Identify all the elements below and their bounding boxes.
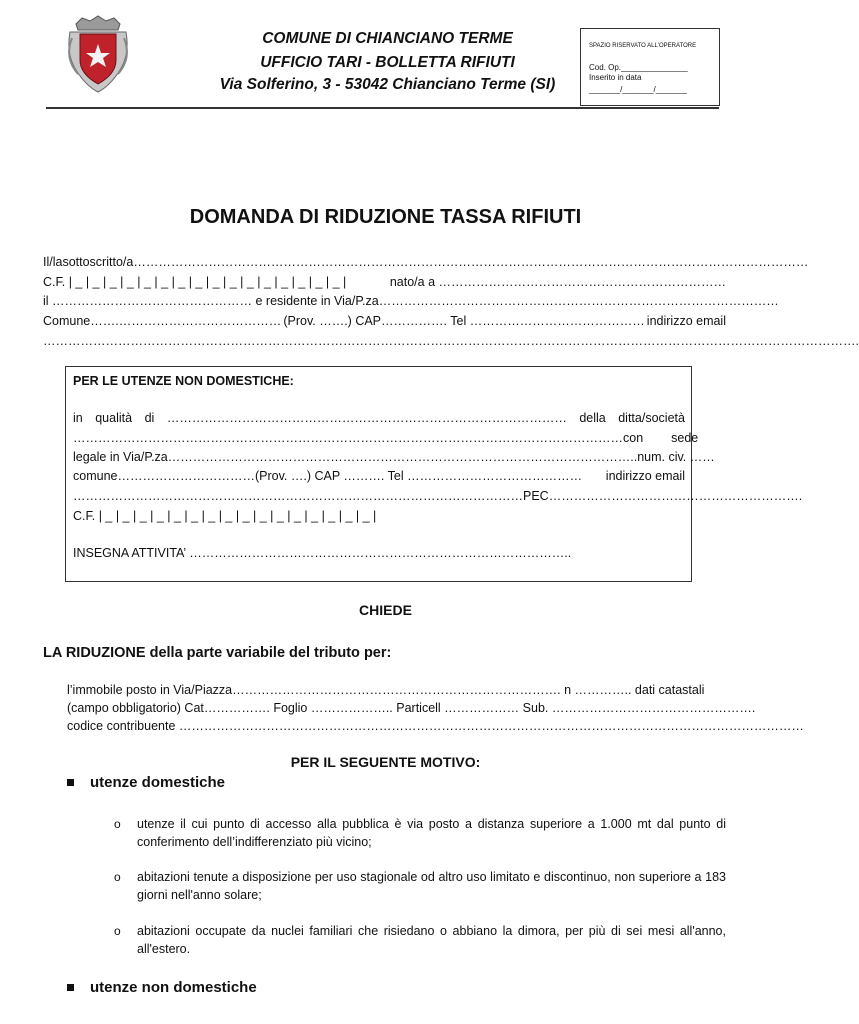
reduction-heading-bold: LA RIDUZIONE xyxy=(43,645,146,661)
reason-option-seasonal[interactable]: abitazioni tenute a disposizione per uso stagionale od altro uso limitato e discontinuo, non superiore a 183 giorni nell'anno solare; xyxy=(137,870,726,902)
reason-option-abroad[interactable]: abitazioni occupate da nuclei familiari che risiedano o abbiano la dimora, per più di sei mesi all'anno, all'estero. xyxy=(137,924,726,956)
reserved-title: SPAZIO RISERVATO ALL'OPERATORE xyxy=(589,43,697,49)
circle-bullet-icon: o xyxy=(114,870,121,884)
label-sottoscritto: sottoscritto/a xyxy=(62,255,134,269)
email-field[interactable]: ……………………………………………………………………………………………………………………………………………………………………………. xyxy=(43,334,859,348)
operator-reserved-box xyxy=(580,28,720,106)
domestic-users-heading: utenze domestiche xyxy=(90,774,226,791)
label-email: indirizzo email xyxy=(646,314,726,328)
requests-heading: CHIEDE xyxy=(359,602,412,618)
company-line[interactable] xyxy=(73,430,699,446)
birthplace-field[interactable]: nato/a a …………………………………………………………… xyxy=(389,275,726,289)
applicant-name-line[interactable] xyxy=(43,254,809,270)
inserted-date-field[interactable]: _______/_______/_______ xyxy=(589,85,687,94)
company-email-pec-field[interactable]: ………………………………………………………………………………………………PEC……………………………………………………. xyxy=(73,489,803,503)
label-con: con xyxy=(623,431,644,445)
circle-bullet-icon: o xyxy=(114,817,121,831)
tax-code-line[interactable] xyxy=(43,274,726,290)
circle-bullet-icon: o xyxy=(114,924,121,938)
city-contact-line[interactable] xyxy=(43,313,726,329)
header-office: UFFICIO TARI - BOLLETTA RIFIUTI xyxy=(260,54,515,71)
capacity-field[interactable]: …………………………………………………………………………………… xyxy=(166,411,567,425)
reduction-heading-rest: della parte variabile del tributo per: xyxy=(145,645,392,661)
city-field[interactable]: Comune…….………………………………… xyxy=(43,314,282,328)
company-tax-code-field[interactable]: C.F. | _ | _ | _ | _ | _ | _ | _ | _ | _ | _ | _ | _ | _ | _ | _ | _ | xyxy=(73,509,377,523)
tax-code-field[interactable]: C.F. | _ | _ | _ | _ | _ | _ | _ | _ | _ | _ | _ | _ | _ | _ | _ | _ | xyxy=(43,275,347,289)
label-sede: sede xyxy=(671,431,699,445)
birthdate-address-line[interactable] xyxy=(43,293,779,309)
company-city-field[interactable]: comune……………………………(Prov. ….) CAP ………. Tel …………………………………… xyxy=(73,469,583,483)
prov-cap-tel-field[interactable]: (Prov. …….) CAP……………. Tel …………………………………… xyxy=(283,314,645,328)
non-domestic-heading: PER LE UTENZE NON DOMESTICHE: xyxy=(73,374,294,388)
inserted-date-label: Inserito in data xyxy=(589,73,642,82)
capacity-line[interactable] xyxy=(73,410,685,426)
taxpayer-code-field[interactable]: codice contribuente …………………………………………………………………………………………………………………………………… xyxy=(67,719,804,733)
birthdate-field[interactable]: il ………………………………………… e residente in Via/P.za xyxy=(43,294,379,308)
reduction-heading xyxy=(43,645,391,661)
municipal-crest xyxy=(62,14,134,94)
reason-heading: PER IL SEGUENTE MOTIVO: xyxy=(290,754,481,770)
header-municipality: COMUNE DI CHIANCIANO TERME xyxy=(262,30,513,47)
label-in: in xyxy=(73,411,83,425)
header-divider xyxy=(46,107,719,109)
label-di: di xyxy=(144,411,155,425)
document-title: DOMANDA DI RIDUZIONE TASSA RIFIUTI xyxy=(189,206,582,228)
label-ditta: ditta/società xyxy=(618,411,685,425)
operator-code-field[interactable]: Cod. Op._______________ xyxy=(589,63,688,72)
label-della: della xyxy=(579,411,606,425)
header-address: Via Solferino, 3 - 53042 Chianciano Terme (SI) xyxy=(219,76,556,93)
applicant-name-field[interactable]: ……………………………………………………………………………………………………………………………………………… xyxy=(133,255,809,269)
square-bullet-icon xyxy=(67,779,74,786)
property-address-field[interactable]: l’immobile posto in Via/Piazza……………………………………………………………………. n ………….. dati catastali xyxy=(67,683,705,697)
cadastral-data-field[interactable]: (campo obbligatorio) Cat……………. Foglio ……………….. Particell ……………… Sub. …………………………………………. xyxy=(67,701,756,715)
reason-option-distance[interactable]: utenze il cui punto di accesso alla pubblica è via posto a distanza superiore a 1.000 mt dal punto di conferimento dell’indifferenziato più vicino; xyxy=(137,817,726,849)
legal-address-field[interactable]: legale in Via/P.za…………………………………………………………………………………………………..num. civ. …… xyxy=(73,450,715,464)
non-domestic-users-heading: utenze non domestiche xyxy=(90,979,257,996)
label-company-email: indirizzo email xyxy=(605,469,685,483)
non-domestic-section xyxy=(65,366,803,582)
residence-street-field[interactable]: …………………………………………………………………………………… xyxy=(378,294,779,308)
company-city-line[interactable] xyxy=(73,468,685,484)
business-sign-field[interactable]: INSEGNA ATTIVITA’ ……………………………………………………………………………….. xyxy=(73,546,572,560)
square-bullet-icon xyxy=(67,984,74,991)
company-name-field[interactable]: …………………………………………………………………………………………………………………… xyxy=(73,431,623,445)
label-qualita: qualità xyxy=(95,411,133,425)
label-il-la: Il/la xyxy=(43,255,63,269)
